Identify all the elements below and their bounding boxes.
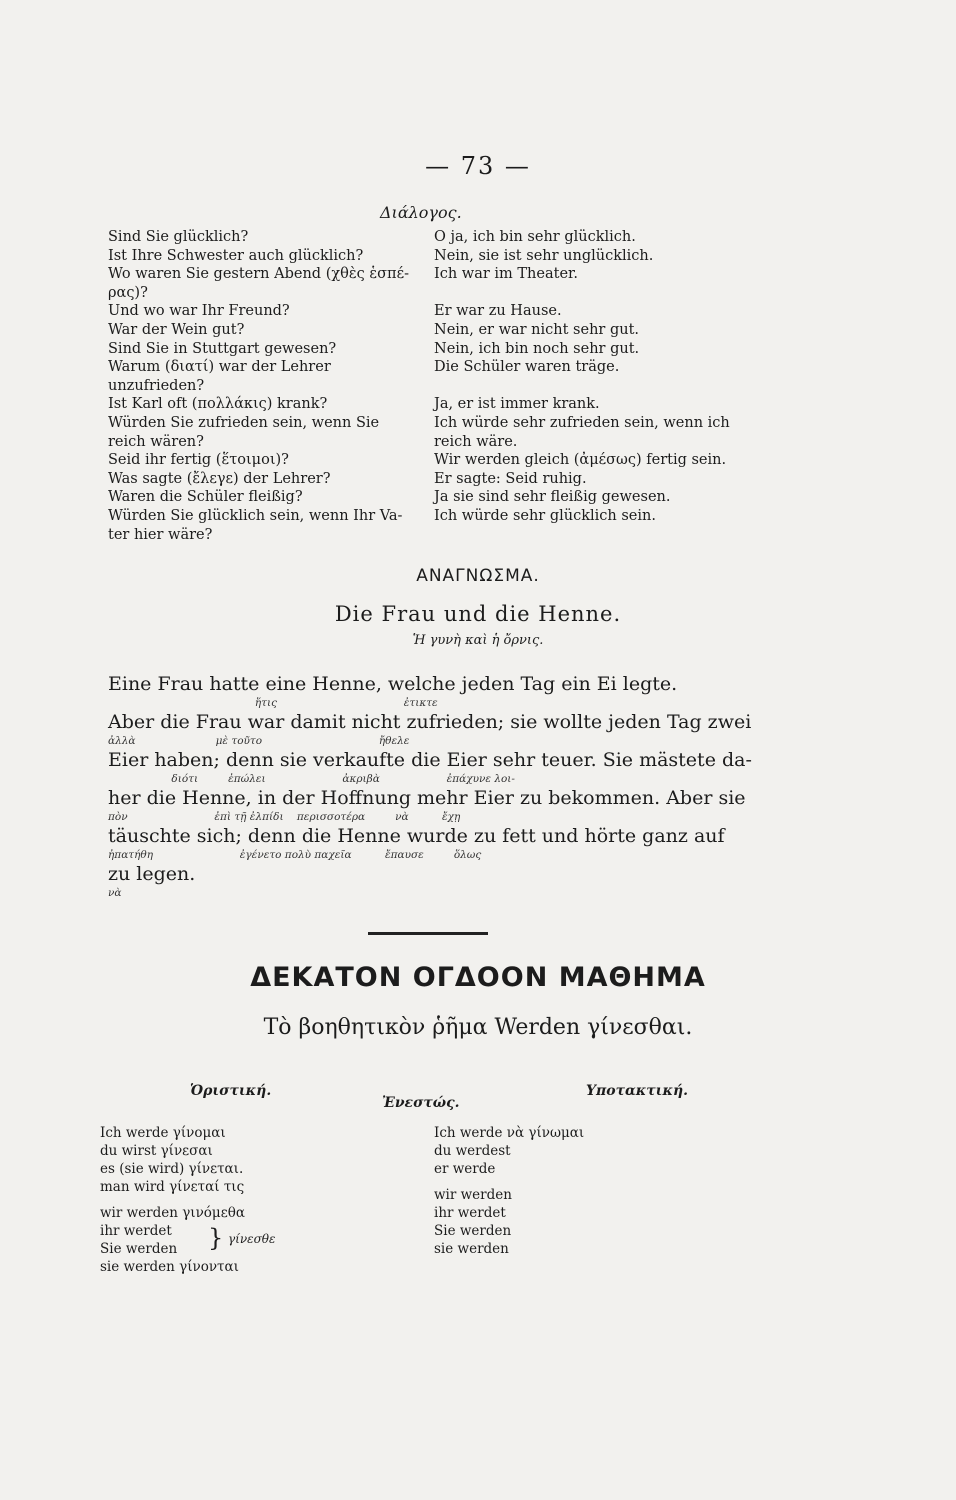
story-gloss: νὰ — [108, 887, 122, 899]
dialog-row — [108, 321, 868, 340]
dialog-row — [108, 284, 868, 303]
dialog-answer: Ja sie sind sehr fleißig gewesen. — [434, 489, 671, 506]
dialog-row — [108, 247, 868, 266]
conjugation-row: es (sie wird) γίνεται. — [100, 1161, 244, 1177]
dialog-answer: Ich war im Theater. — [434, 266, 578, 283]
dialog-row — [108, 358, 868, 395]
story-gloss: ἥτις ἐτικτε — [108, 697, 438, 709]
dialog-row — [108, 414, 868, 433]
dialog-row — [108, 395, 868, 414]
dialog-answer: Er war zu Hause. — [434, 303, 562, 320]
dialog-row — [108, 433, 868, 452]
dialog-question: Sind Sie glücklich? — [108, 229, 249, 245]
present-heading: Ἐνεστώς. — [382, 1095, 460, 1111]
story-gloss: πὸν ἐπὶ τῇ ἐλπίδι περισσοτέρα νὰ ἔχῃ — [108, 811, 461, 823]
subjunctive-heading: Υποτακτική. — [586, 1083, 689, 1099]
dialog-answer — [434, 284, 868, 303]
conjugation-row: Ich werde νὰ γίνωμαι — [434, 1125, 585, 1141]
dialog-question: Ist Karl oft (πολλάκις) krank? — [108, 396, 328, 413]
story-line: Eier haben; denn sie verkaufte die Eier sehr teuer. Sie mästete da- — [108, 749, 752, 771]
conjugation-row: man wird γίνεταί τις — [100, 1179, 245, 1195]
dialog-block — [108, 228, 868, 544]
dialog-row — [108, 470, 868, 489]
conjugation-row: ihr werdet — [100, 1223, 172, 1239]
dialog-row — [108, 265, 868, 284]
dialog-answer — [434, 526, 868, 545]
dialog-answer: Die Schüler waren träge. — [434, 359, 620, 376]
subjunctive-conjugation — [434, 1124, 584, 1258]
conjugation-row: Sie werden — [100, 1241, 178, 1257]
conjugation-row: wir werden γινόμεθα — [100, 1205, 245, 1221]
dialog-row — [108, 451, 868, 470]
dialog-question: reich wären? — [108, 433, 204, 450]
dialog-answer: reich wäre. — [434, 433, 518, 450]
indicative-heading: Ὁριστική. — [190, 1083, 272, 1099]
conjugation-row: er werde — [434, 1161, 496, 1177]
dialog-row — [108, 526, 868, 545]
story-gloss: ἠπατήθη ἐγένετο πολὺ παχεῖα ἔπαυσε ὅλως — [108, 849, 482, 861]
dialog-title: Διάλογος. — [380, 203, 462, 222]
dialog-question: War der Wein gut? — [108, 321, 245, 338]
dialog-question: ter hier wäre? — [108, 526, 213, 543]
dialog-question: Sind Sie in Stuttgart gewesen? — [108, 340, 337, 357]
conjugation-row: Sie werden — [434, 1223, 512, 1239]
dialog-question: Wo waren Sie gestern Abend (χθὲς ἑσπέ- — [108, 266, 409, 283]
dialog-answer: Ich würde sehr glücklich sein. — [434, 507, 656, 524]
conjugation-row: wir werden — [434, 1187, 512, 1203]
dialog-answer: Nein, ich bin noch sehr gut. — [434, 340, 640, 357]
conjugation-row: sie werden — [434, 1241, 509, 1257]
dialog-row — [108, 340, 868, 359]
dialog-question: Seid ihr fertig (ἕτοιμοι)? — [108, 452, 289, 469]
story-line: täuschte sich; denn die Henne wurde zu fett und hörte ganz auf — [108, 825, 725, 847]
dialog-answer: Er sagte: Seid ruhig. — [434, 470, 587, 487]
dialog-answer: Ja, er ist immer krank. — [434, 396, 600, 413]
section-divider — [368, 932, 488, 935]
dialog-question: Würden Sie zufrieden sein, wenn Sie — [108, 414, 380, 431]
reading-heading: ΑΝΑΓΝΩΣΜΑ. — [416, 566, 540, 586]
dialog-question: Und wo war Ihr Freund? — [108, 303, 290, 320]
story-gloss: διότι ἐπώλει ἀκριβὰ ἐπάχυνε λοι- — [108, 773, 515, 785]
brace-symbol: } — [208, 1224, 224, 1252]
story-subtitle: Ἡ γυνὴ καὶ ἡ ὄρνις. — [412, 633, 544, 648]
dialog-row — [108, 302, 868, 321]
dialog-question: Würden Sie glücklich sein, wenn Ihr Va- — [108, 507, 403, 524]
story-title: Die Frau und die Henne. — [334, 602, 622, 626]
conjugation-row: du werdest — [434, 1143, 511, 1159]
lesson-subtitle: Τὸ βοηθητικὸν ῥῆμα Werden γίνεσθαι. — [263, 1015, 693, 1040]
dialog-question: Waren die Schüler fleißig? — [108, 489, 303, 506]
conjugation-row: Ich werde γίνομαι — [100, 1125, 226, 1141]
dialog-answer: Ich würde sehr zufrieden sein, wenn ich — [434, 414, 730, 431]
story-line: her die Henne, in der Hoffnung mehr Eier zu bekommen. Aber sie — [108, 787, 746, 809]
indicative-conjugation — [100, 1124, 245, 1276]
dialog-answer: O ja, ich bin sehr glücklich. — [434, 229, 636, 245]
dialog-row — [108, 228, 868, 247]
brace-gloss: γίνεσθε — [228, 1232, 276, 1246]
dialog-question: ρας)? — [108, 284, 148, 301]
page-number: — 73 — — [425, 152, 531, 180]
conjugation-row: sie werden γίνονται — [100, 1259, 239, 1275]
dialog-question: Ist Ihre Schwester auch glücklich? — [108, 247, 364, 264]
story-line: zu legen. — [108, 863, 196, 885]
dialog-row — [108, 488, 868, 507]
dialog-question: Warum (διατί) war der Lehrer unzufrieden? — [108, 359, 331, 394]
dialog-answer: Nein, sie ist sehr unglücklich. — [434, 247, 654, 264]
conjugation-row: du wirst γίνεσαι — [100, 1143, 213, 1159]
dialog-answer: Wir werden gleich (ἀμέσως) fertig sein. — [434, 452, 727, 469]
story-line: Aber die Frau war damit nicht zufrieden; sie wollte jeden Tag zwei — [108, 711, 752, 733]
story-gloss: ἀλλὰ μὲ τοῦτο ἤθελε — [108, 735, 410, 747]
conjugation-row: ihr werdet — [434, 1205, 506, 1221]
story-text — [108, 672, 758, 900]
dialog-answer: Nein, er war nicht sehr gut. — [434, 321, 640, 338]
dialog-question: Was sagte (ἔλεγε) der Lehrer? — [108, 470, 331, 487]
dialog-row — [108, 507, 868, 526]
story-line: Eine Frau hatte eine Henne, welche jeden Tag ein Ei legte. — [108, 673, 678, 695]
lesson-heading: ΔΕΚΑΤΟΝ ΟΓΔΟΟΝ ΜΑΘΗΜΑ — [250, 962, 706, 993]
